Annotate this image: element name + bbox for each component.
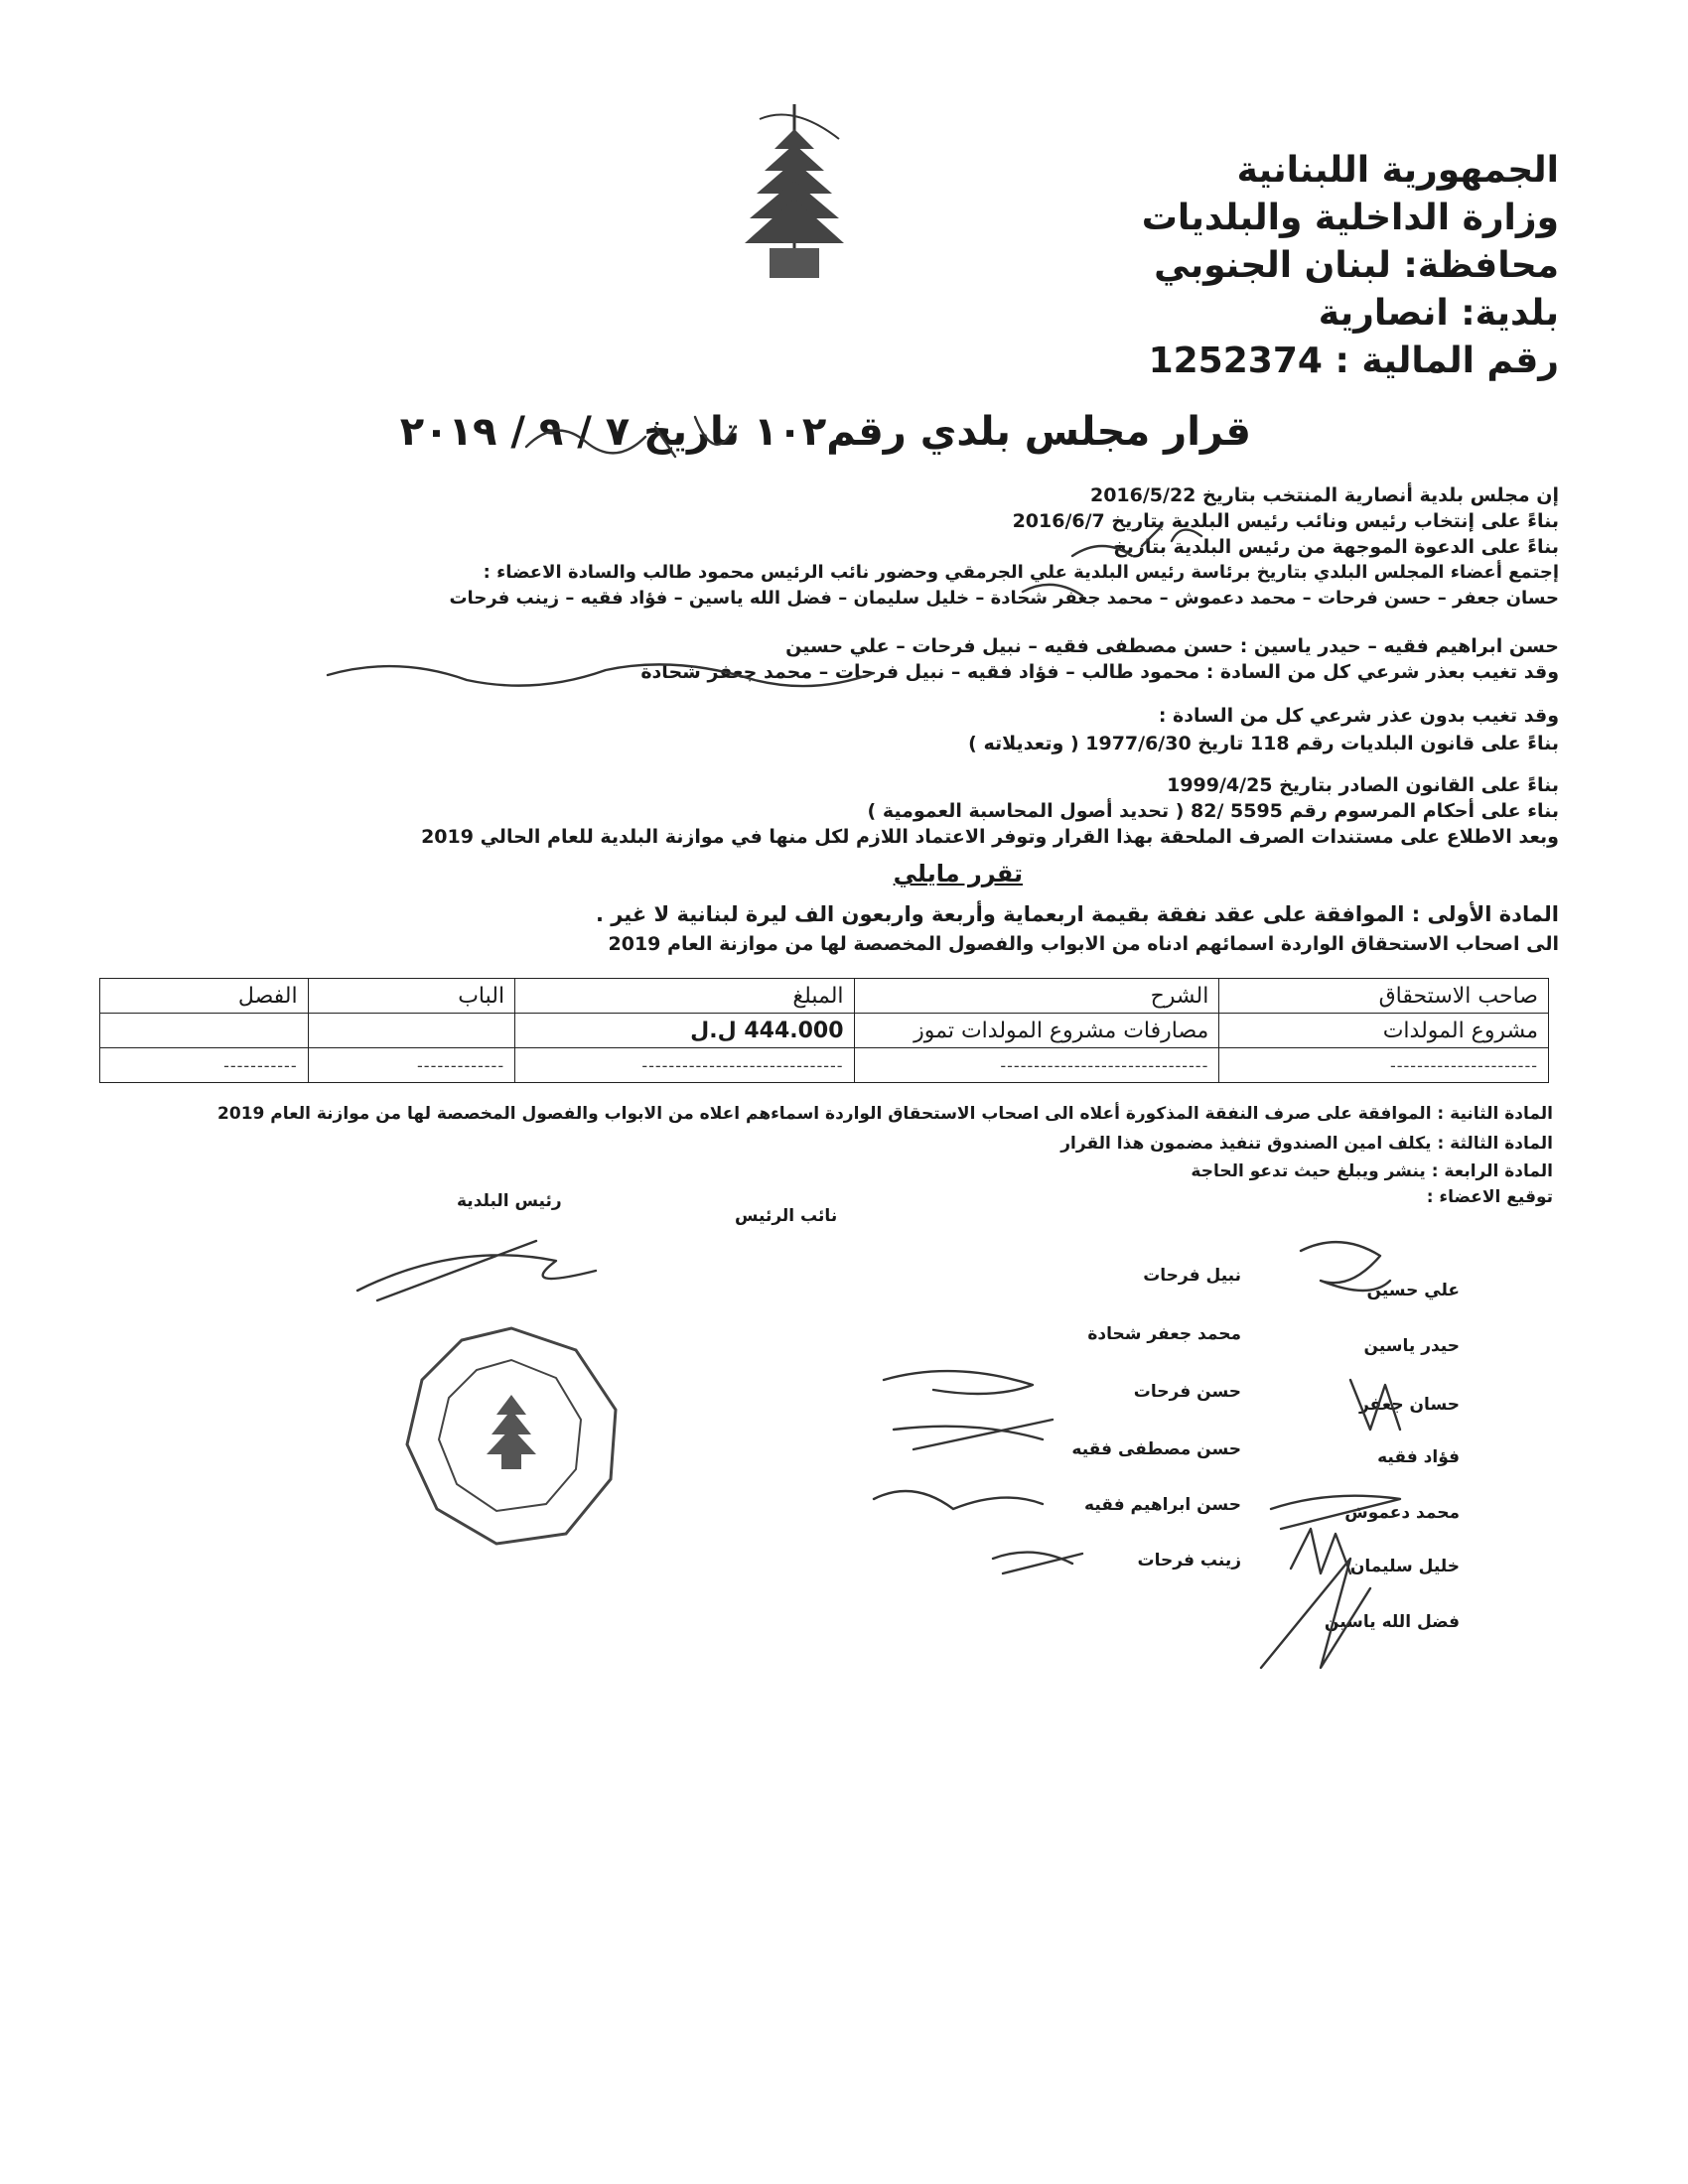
preamble-line: إجتمع أعضاء المجلس البلدي بتاريخ برئاسة رئيس البلدية علي الجرمقي وحضور نائب الرئيس محمود طالب والسادة الاعضاء : <box>483 562 1559 583</box>
member-name: محمد جعفر شحادة <box>1087 1324 1241 1344</box>
column-header: صاحب الاستحقاق <box>1219 979 1549 1014</box>
members-signature-label: توقيع الاعضاء : <box>1426 1187 1553 1207</box>
member-name: محمد دعموش <box>1344 1503 1460 1523</box>
dash-cell: ------------------------------- <box>854 1048 1219 1083</box>
member-name: نبيل فرحات <box>1143 1266 1241 1286</box>
dash-cell: ---------------------- <box>1219 1048 1549 1083</box>
member-name: زينب فرحات <box>1137 1551 1241 1570</box>
dash-cell: ----------- <box>100 1048 309 1083</box>
preamble-line: إن مجلس بلدية أنصارية المنتخب بتاريخ 2016/5/22 <box>1089 484 1559 506</box>
member-name: حسن مصطفى فقيه <box>1071 1439 1241 1459</box>
member-name: حسن فرحات <box>1133 1382 1241 1402</box>
article-one-continuation: الى اصحاب الاستحقاق الواردة اسمائهم ادناه من الابواب والفصول المخصصة لها من موازنة العام 2019 <box>608 933 1559 955</box>
member-name: خليل سليمان <box>1349 1557 1460 1576</box>
governorate-name: محافظة: لبنان الجنوبي <box>1154 245 1559 286</box>
member-name: حسن ابراهيم فقيه <box>1084 1495 1241 1515</box>
preamble-line: بناءً على قانون البلديات رقم 118 تاريخ 1977/6/30 ( وتعديلاته ) <box>968 733 1559 754</box>
ministry-name: وزارة الداخلية والبلديات <box>1141 198 1559 238</box>
vice-president-label: نائب الرئيس <box>735 1206 838 1226</box>
column-header: الفصل <box>100 979 309 1014</box>
table-cell: مشروع المولدات <box>1219 1014 1549 1048</box>
republic-name: الجمهورية اللبنانية <box>1236 150 1559 191</box>
article-four: المادة الرابعة : ينشر ويبلغ حيث تدعو الحاجة <box>1191 1161 1553 1181</box>
municipal-seal-icon <box>397 1320 626 1549</box>
preamble-line: وبعد الاطلاع على مستندات الصرف الملحقة بهذا القرار وتوفر الاعتماد اللازم لكل منها في موازنة البلدية للعام الحالي 2019 <box>421 826 1559 848</box>
column-header: الشرح <box>854 979 1219 1014</box>
table-cell: مصارفات مشروع المولدات تموز <box>854 1014 1219 1048</box>
member-name: فضل الله ياسين <box>1324 1612 1460 1632</box>
decision-title: قرار مجلس بلدي رقم١٠٢ تاريخ ٧ / ٩ / ٢٠١٩ <box>399 409 1251 455</box>
dash-cell: ------------------------------ <box>515 1048 854 1083</box>
preamble-line: بناءً على إنتخاب رئيس ونائب رئيس البلدية بتاريخ 2016/6/7 <box>1012 510 1559 532</box>
preamble-line: بناءً على القانون الصادر بتاريخ 1999/4/25 <box>1167 774 1559 796</box>
member-name: حسان جعفر <box>1358 1395 1460 1415</box>
column-header: الباب <box>308 979 515 1014</box>
member-name: فؤاد فقيه <box>1377 1447 1460 1467</box>
municipality-name: بلدية: انصارية <box>1318 293 1559 334</box>
article-one: المادة الأولى : الموافقة على عقد نفقة بقيمة اربعماية وأربعة واربعون الف ليرة لبنانية لا غير . <box>595 902 1559 926</box>
decision-heading: تقرر مايلي <box>893 860 1023 887</box>
preamble-line: وقد تغيب بعذر شرعي كل من السادة : محمود طالب – فؤاد فقيه – نبيل فرحات – محمد جعفر شحادة <box>640 661 1559 683</box>
preamble-line: حسان جعفر – حسن فرحات – محمد دعموش – محمد جعفر شحادة – خليل سليمان – فضل الله ياسين – فؤاد فقيه – زينب فرحات <box>449 588 1559 609</box>
article-three: المادة الثالثة : يكلف امين الصندوق تنفيذ مضمون هذا القرار <box>1060 1134 1553 1154</box>
preamble-line: وقد تغيب بدون عذر شرعي كل من السادة : <box>1158 705 1559 727</box>
preamble-line: حسن ابراهيم فقيه – حيدر ياسين : حسن مصطفى فقيه – نبيل فرحات – علي حسين <box>785 635 1559 657</box>
member-name: علي حسين <box>1366 1281 1460 1300</box>
table-cell: 444.000 ل.ل <box>515 1014 854 1048</box>
president-label: رئيس البلدية <box>457 1191 562 1211</box>
preamble-line: بناء على أحكام المرسوم رقم 5595 /82 ( تحديد أصول المحاسبة العمومية ) <box>867 800 1559 822</box>
preamble-line: بناءً على الدعوة الموجهة من رئيس البلدية بتاريخ <box>1113 536 1559 558</box>
article-two: المادة الثانية : الموافقة على صرف النفقة المذكورة أعلاه الى اصحاب الاستحقاق الواردة اسماءهم اعلاه من الابواب والفصول المخصصة لها من موازنة العام 2019 <box>217 1104 1553 1124</box>
member-name: حيدر ياسين <box>1363 1336 1460 1356</box>
dash-cell: ------------- <box>308 1048 515 1083</box>
financial-number: رقم المالية : 1252374 <box>1148 341 1559 381</box>
column-header: المبلغ <box>515 979 854 1014</box>
